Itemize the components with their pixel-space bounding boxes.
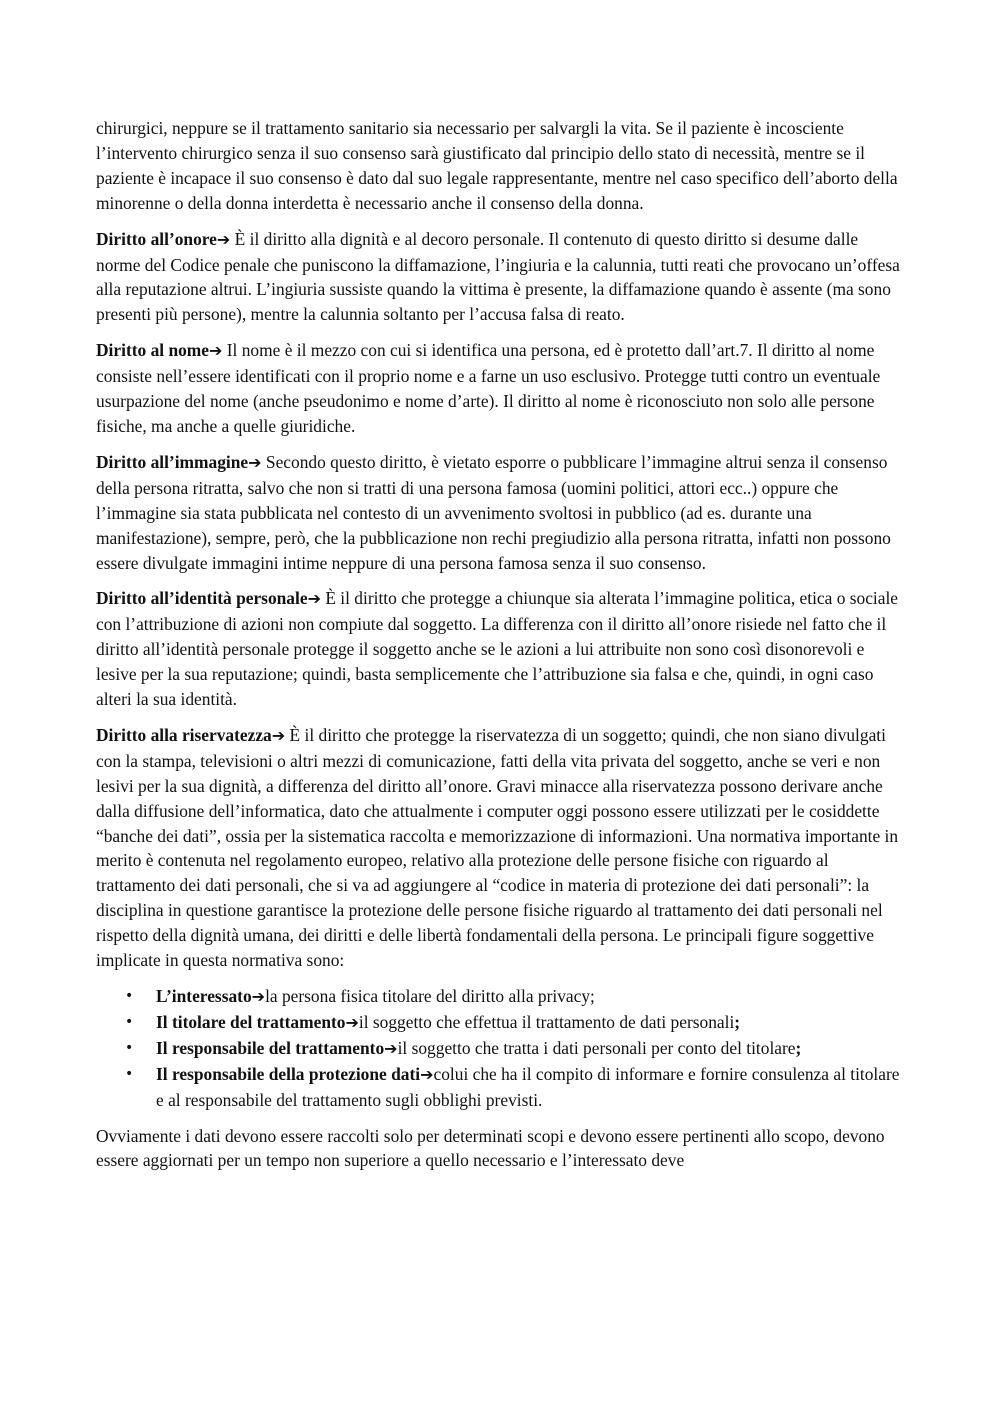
section-title: Diritto al nome (96, 340, 210, 361)
arrow-icon: ➔ (384, 1038, 398, 1058)
list-item (125, 1062, 904, 1113)
intro-paragraph: chirurgici, neppure se il trattamento sanitario sia necessario per salvargli la vita. Se il paziente è incosciente l’intervento chirurgico senza il suo consenso sarà giustificato dal principio dello stato di necessità, mentre se il paziente è incapace il suo consenso è dato dal suo legale rappresentante, mentre nel caso specifico dell’aborto della minorenne o della donna interdetta è necessario anche il consenso della donna. (96, 118, 898, 213)
list-tail: ; (734, 1011, 741, 1032)
list-desc: la persona fisica titolare del diritto alla privacy; (265, 986, 595, 1006)
section-text: Il nome è il mezzo con cui si identifica una persona, ed è protetto dall’art.7. Il diritto al nome consiste nell’essere identificati con il proprio nome e a farne un uso esclusivo. Protegge tutti contro un eventuale usurpazione del nome (anche pseudonimo e nome d’arte). Il diritto al nome è riconosciuto non solo alle persone fisiche, ma anche a quelle giuridiche. (96, 340, 881, 436)
section-nome (96, 338, 904, 439)
list-term: Il responsabile della protezione dati (156, 1063, 421, 1084)
list-desc: il soggetto che tratta i dati personali per conto del titolare (397, 1037, 796, 1058)
privacy-roles-list (96, 984, 904, 1113)
list-item (125, 984, 904, 1010)
list-term: L’interessato (156, 986, 252, 1006)
bullet-icon: • (125, 1065, 134, 1082)
bullet-icon: • (125, 988, 134, 1004)
bullet-icon: • (125, 1039, 134, 1056)
section-text: È il diritto alla dignità e al decoro personale. Il contenuto di questo diritto si desume dalle norme del Codice penale che puniscono la diffamazione, l’ingiuria e la calunnia, tutti reati che provocano un’offesa alla reputazione altrui. L’ingiuria sussiste quando la vittima è presente, la diffamazione quando è assente (ma sono presenti più persone), mentre la calunnia soltanto per l’accusa falsa di reato. (96, 228, 900, 325)
list-item (125, 1036, 904, 1062)
section-text: È il diritto che protegge la riservatezza di un soggetto; quindi, che non siano divulgati con la stampa, televisioni o altri mezzi di comunicazione, fatti della vita privata del soggetto, anche se veri e non lesivi per la sua dignità, a differenza del diritto all’onore. Gravi minacce alla riservatezza possono derivare anche dalla diffusione dell’informatica, dato che attualmente i computer oggi possono essere utilizzati per le cosiddette “banche dei dati”, ossia per la sistematica raccolta e memorizzazione di informazioni. Una normativa importante in merito è contenuta nel regolamento europeo, relativo alla protezione delle persone fisiche con riguardo al trattamento dei dati personali, che si va ad aggiungere al “codice in materia di protezione dei dati personali”: la disciplina in questione garantisce la protezione delle persone fisiche riguardo al trattamento dei dati personali nel rispetto della dignità umana, dei diritti e delle libertà fondamentali della persona. Le principali figure soggettive implicate in questa normativa sono: (96, 724, 899, 971)
section-riservatezza (96, 723, 904, 973)
section-title: Diritto all’identità personale (96, 588, 308, 609)
section-onore (96, 227, 904, 328)
arrow-icon: ➔ (307, 589, 321, 609)
bullet-icon: • (125, 1013, 134, 1030)
section-text: Secondo questo diritto, è vietato esporre o pubblicare l’immagine altrui senza il consenso della persona ritratta, salvo che non si tratti di una persona famosa (uomini politici, attori ecc..) oppure che l’immagine sia stata pubblicata nel contesto di un avvenimento svoltosi in pubblico (ad es. durante una manifestazione), sempre, però, che la pubblicazione non rechi pregiudizio alla persona ritratta, infatti non possono essere divulgate immagini intime neppure di una persona famosa senza il suo consenso. (96, 451, 891, 573)
arrow-icon: ➔ (209, 341, 223, 361)
arrow-icon: ➔ (271, 725, 286, 745)
arrow-icon: ➔ (420, 1064, 434, 1084)
document-page (96, 116, 904, 1184)
list-term: Il titolare del trattamento (156, 1011, 346, 1032)
arrow-icon: ➔ (251, 987, 266, 1006)
list-desc: colui che ha il compito di informare e fornire consulenza al titolare e al responsabile del trattamento sugli obblighi previsti. (156, 1063, 900, 1110)
section-text: È il diritto che protegge a chiunque sia alterata l’immagine politica, etica o sociale con l’attribuzione di azioni non compiute dal soggetto. La differenza con il diritto all’onore risiede nel fatto che il diritto all’identità personale protegge il soggetto anche se le azioni a lui attribuite non sono così disonorevoli e lesive per la sua reputazione; quindi, basta semplicemente che l’attribuzione sia falsa e che, quindi, in ogni caso alteri la sua identità. (96, 588, 899, 710)
closing-paragraph: Ovviamente i dati devono essere raccolti solo per determinati scopi e devono essere pertinenti allo scopo, devono essere aggiornati per un tempo non superiore a quello necessario e l’interessato deve (96, 1125, 885, 1171)
section-title: Diritto all’immagine (96, 451, 249, 472)
arrow-icon: ➔ (248, 452, 262, 472)
arrow-icon: ➔ (216, 229, 231, 249)
section-immagine (96, 450, 904, 576)
list-item (125, 1010, 904, 1036)
section-identita (96, 586, 904, 712)
list-tail: ; (795, 1037, 802, 1058)
list-desc: il soggetto che effettua il trattamento de dati personali (358, 1011, 735, 1032)
section-title: Diritto all’onore (96, 228, 217, 249)
list-term: Il responsabile del trattamento (156, 1037, 385, 1058)
section-title: Diritto alla riservatezza (96, 724, 272, 745)
arrow-icon: ➔ (345, 1012, 359, 1032)
